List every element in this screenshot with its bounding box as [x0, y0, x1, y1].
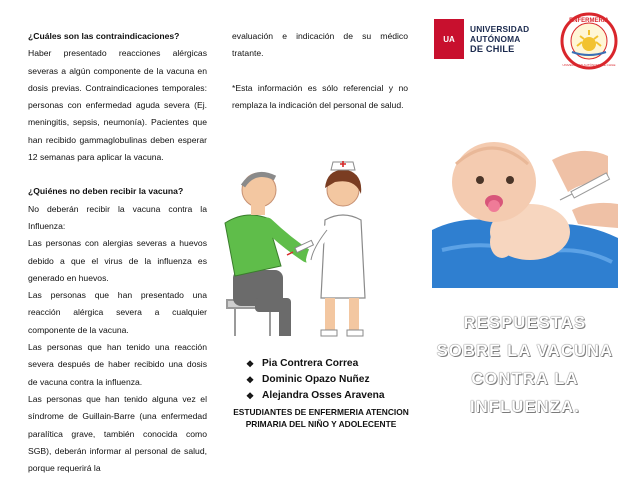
- who-should-not-item-component: Las personas que han presentado una reacción alérgica severa a cualquier componente de la vacuna.: [28, 290, 207, 335]
- baby-vaccination-photo: [432, 120, 618, 288]
- nurse-figure: [311, 161, 365, 336]
- author-item: ❖ Alejandra Osses Aravena: [246, 388, 416, 404]
- contraindications-heading: ¿Cuáles son las contraindicaciones?: [28, 31, 180, 41]
- author-item: ❖ Dominic Opazo Nuñez: [246, 372, 416, 388]
- enfermeria-seal-logo: [560, 12, 618, 70]
- who-should-not-item-previous-dose: Las personas que han tenido una reacción severa después de haber recibido una dosis de vacuna contra la influenza.: [28, 342, 207, 387]
- panel-left: [28, 28, 207, 477]
- universidad-autonoma-logo: UA UNIVERSIDAD AUTÓNOMA DE CHILE: [434, 18, 530, 60]
- contraindications-body: Haber presentado reacciones alérgicas severas a algún componente de la vacuna en dosis previas. Contraindicaciones temporales: personas con enfermedad aguda severa (Ej. meningitis, sepsis, neumonía). Pacientes que han recibido gammaglobulinas deben esperar 12 semanas para aplicar la vacuna.: [28, 48, 207, 163]
- who-should-not-item-egg: Las personas con alergias severas a huevos debido a que el virus de la influenza es generado en huevos.: [28, 238, 207, 283]
- who-should-not-heading: ¿Quiénes no deben recibir la vacuna?: [28, 186, 184, 197]
- man-figure: [225, 173, 307, 336]
- panel-middle: [232, 28, 408, 114]
- who-should-not-item-guillain-barre: Las personas que han tenido alguna vez el síndrome de Guillain-Barre (una enfermedad paralítica grave, también conocida como SGB), deberán informar al personal de salud, porque requerirá la: [28, 393, 207, 474]
- nurse-vaccinating-man-illustration: [215, 148, 405, 338]
- diamond-bullet-icon: ❖: [246, 359, 255, 369]
- continuation-text: evaluación e indicación de su médico tratante.: [232, 31, 408, 59]
- svg-text:ENFERMERIA: ENFERMERIA: [569, 18, 609, 24]
- svg-text:UNIVERSIDAD AUTÓNOMA DE CHILE: UNIVERSIDAD AUTÓNOMA DE CHILE: [562, 63, 616, 67]
- students-caption: ESTUDIANTES DE ENFERMERIA ATENCION PRIMARIA DEL NIÑO Y ADOLECENTE: [233, 407, 409, 429]
- authors-list: [246, 356, 416, 404]
- diamond-bullet-icon: ❖: [246, 375, 255, 385]
- diamond-bullet-icon: ❖: [246, 391, 255, 401]
- ua-shield-icon: UA: [434, 19, 464, 59]
- author-item: ❖ Pia Contrera Correa: [246, 356, 416, 372]
- brochure-title: RESPUESTAS SOBRE LA VACUNA CONTRA LA INFLUENZA.: [436, 314, 614, 416]
- disclaimer-text: *Esta información es sólo referencial y no remplaza la indicación del personal de salud.: [232, 82, 408, 110]
- who-should-not-intro: No deberán recibir la vacuna contra la Influenza:: [28, 203, 207, 231]
